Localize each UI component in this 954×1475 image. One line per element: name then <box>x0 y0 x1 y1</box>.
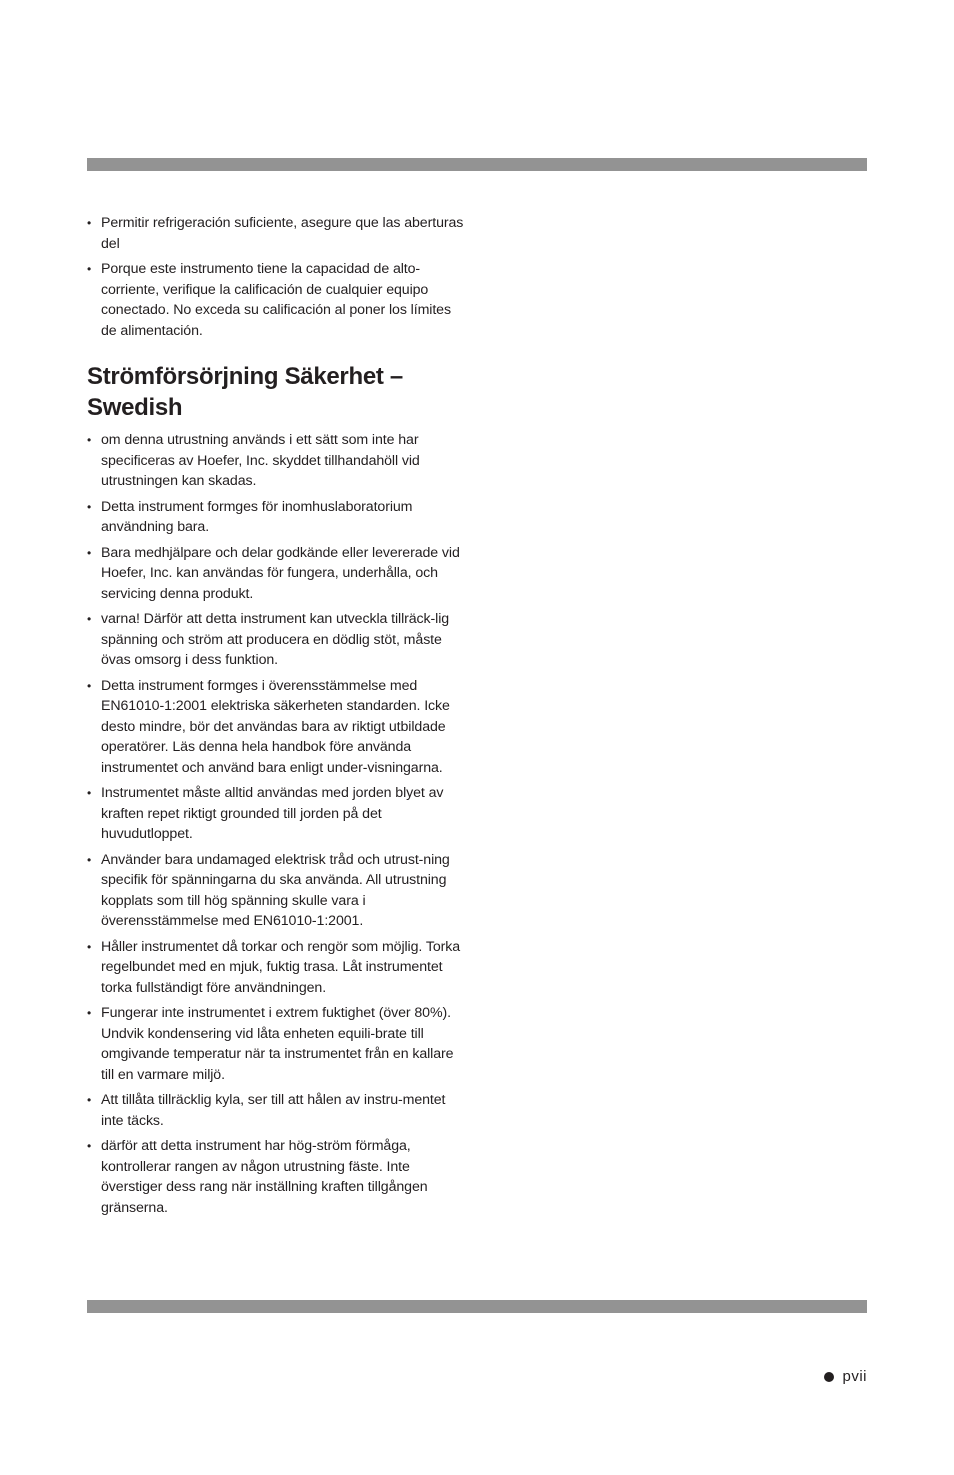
list-item: • Detta instrument formges i överensstämmelse med EN61010-1:2001 elektriska säkerheten standarden. Icke desto mindre, bör det användas bara av riktigt utbildade operatörer. Läs denna hela handbok före använda instrumentet och använd bara enligt under-visningarna. <box>87 676 467 779</box>
list-item: • om denna utrustning används i ett sätt som inte har specificeras av Hoefer, Inc. skyddet tillhandahöll vid utrustningen kan skadas. <box>87 430 467 492</box>
top-divider-bar <box>87 158 867 171</box>
list-item: • därför att detta instrument har hög-ström förmåga, kontrollerar rangen av någon utrustning fäste. Inte överstiger dess rang när inställning kraften tillgången gränserna. <box>87 1136 467 1218</box>
list-item: • Håller instrumentet då torkar och rengör som möjlig. Torka regelbundet med en mjuk, fuktig trasa. Låt instrumentet torka fullständigt före användningen. <box>87 937 467 999</box>
bottom-divider-bar <box>87 1300 867 1313</box>
list-item: • Använder bara undamaged elektrisk tråd och utrust-ning specifik för spänningarna du ska använda. All utrustning kopplats som till hög spänning skulle vara i överensstämmelse med EN61010-1:2001. <box>87 850 467 932</box>
list-item: • Fungerar inte instrumentet i extrem fuktighet (över 80%). Undvik kondensering vid låta enheten equili-brate till omgivande temperatur när ta instrumentet från en kallare till en varmare miljö. <box>87 1003 467 1085</box>
list-item: • Att tillåta tillräcklig kyla, ser till att hålen av instru-mentet inte täcks. <box>87 1090 467 1131</box>
list-item: • varna! Därför att detta instrument kan utveckla tillräck-lig spänning och ström att producera en dödlig stöt, måste övas omsorg i dess funktion. <box>87 609 467 671</box>
list-item: • Porque este instrumento tiene la capacidad de alto-corriente, verifique la calificación de cualquier equipo conectado. No exceda su calificación al poner los límites de alimentación. <box>87 259 467 341</box>
page-number: pvii <box>842 1368 867 1385</box>
page-footer <box>824 1368 867 1385</box>
list-item: • Bara medhjälpare och delar godkände eller levererade vid Hoefer, Inc. kan användas för fungera, underhålla, och servicing denna produkt. <box>87 543 467 605</box>
swedish-bullet-list <box>87 430 467 1218</box>
list-item: • Instrumentet måste alltid användas med jorden blyet av kraften repet riktigt grounded till jorden på det huvudutloppet. <box>87 783 467 845</box>
content-column <box>87 213 467 1223</box>
list-item: • Permitir refrigeración suficiente, asegure que las aberturas del <box>87 213 467 254</box>
spanish-bullet-list <box>87 213 467 341</box>
bullet-dot-icon <box>824 1372 834 1382</box>
list-item: • Detta instrument formges för inomhuslaboratorium användning bara. <box>87 497 467 538</box>
section-heading: Strömförsörjning Säkerhet – Swedish <box>87 363 403 421</box>
